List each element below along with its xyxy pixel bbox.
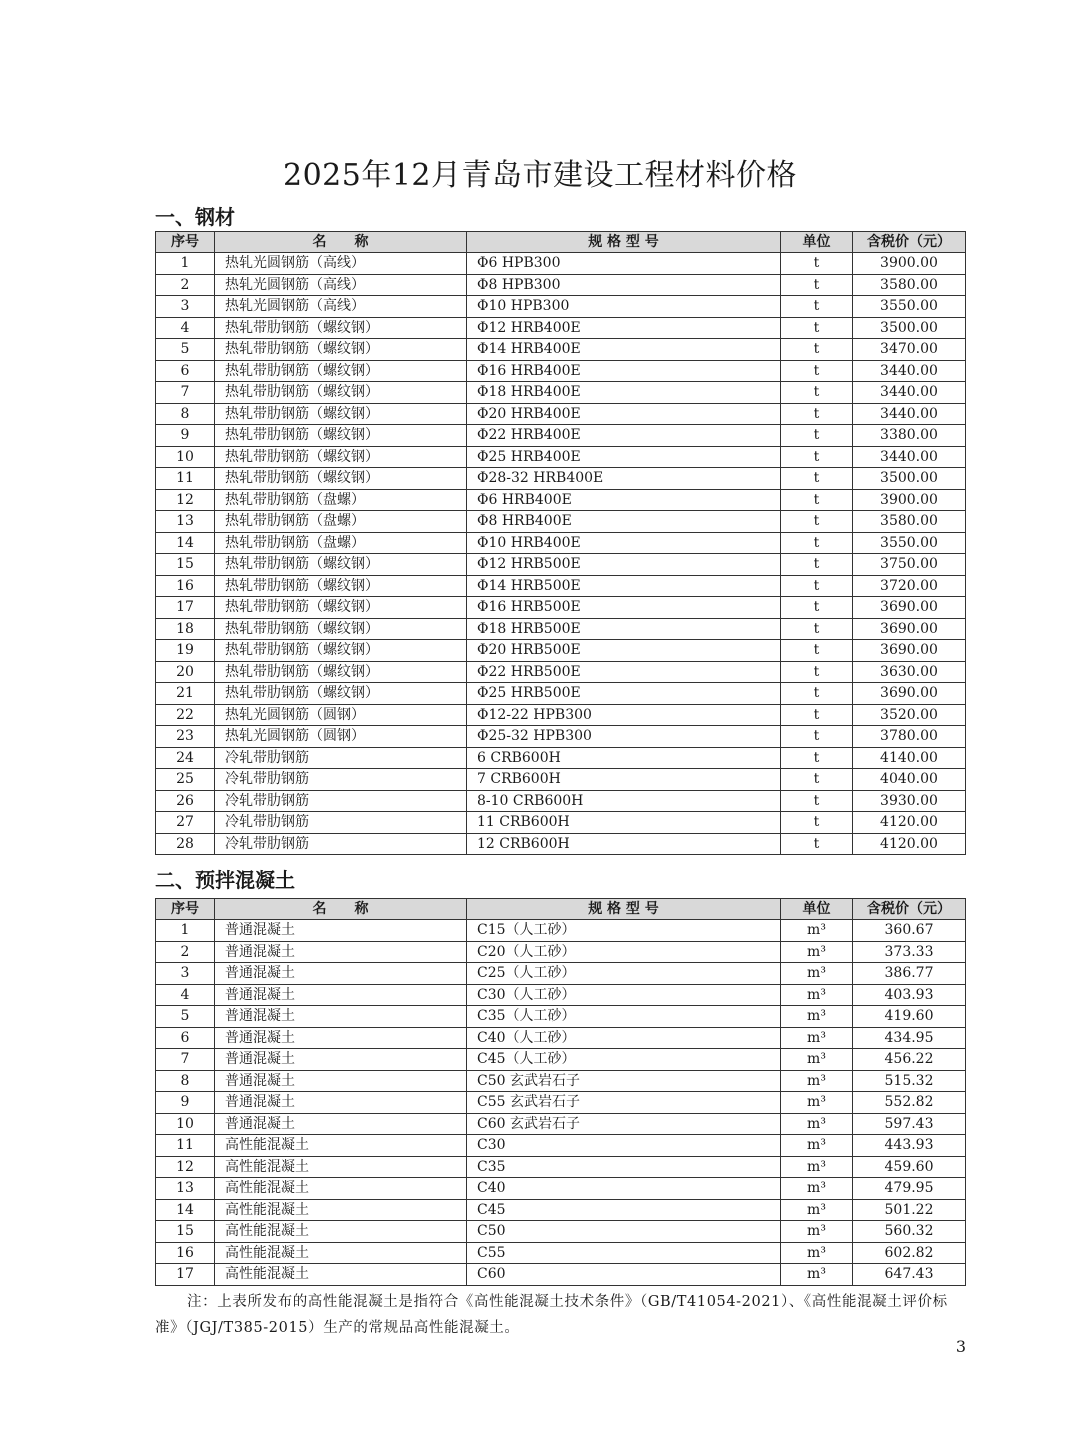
cell-name: 普通混凝土 xyxy=(215,1070,467,1092)
cell-spec: Φ18 HRB400E xyxy=(467,382,781,404)
cell-index: 1 xyxy=(156,920,215,942)
cell-price: 3440.00 xyxy=(853,446,966,468)
cell-unit: m³ xyxy=(781,1027,853,1049)
cell-name: 高性能混凝土 xyxy=(215,1221,467,1243)
cell-spec: C30 xyxy=(467,1135,781,1157)
cell-name: 热轧带肋钢筋（螺纹钢） xyxy=(215,339,467,361)
table-row xyxy=(156,747,966,769)
cell-unit: t xyxy=(781,812,853,834)
cell-index: 7 xyxy=(156,1049,215,1071)
cell-unit: m³ xyxy=(781,1156,853,1178)
cell-spec: Φ12 HRB400E xyxy=(467,317,781,339)
cell-spec: Φ12-22 HPB300 xyxy=(467,704,781,726)
cell-price: 3580.00 xyxy=(853,511,966,533)
cell-spec: C25（人工砂） xyxy=(467,963,781,985)
cell-unit: t xyxy=(781,554,853,576)
cell-index: 24 xyxy=(156,747,215,769)
cell-spec: Φ14 HRB500E xyxy=(467,575,781,597)
cell-unit: t xyxy=(781,575,853,597)
cell-unit: t xyxy=(781,661,853,683)
cell-name: 冷轧带肋钢筋 xyxy=(215,812,467,834)
table-row xyxy=(156,554,966,576)
cell-price: 3930.00 xyxy=(853,790,966,812)
cell-price: 3550.00 xyxy=(853,532,966,554)
cell-spec: Φ25-32 HPB300 xyxy=(467,726,781,748)
cell-price: 3690.00 xyxy=(853,597,966,619)
cell-spec: C40 xyxy=(467,1178,781,1200)
cell-name: 热轧带肋钢筋（螺纹钢） xyxy=(215,661,467,683)
cell-name: 热轧带肋钢筋（螺纹钢） xyxy=(215,618,467,640)
cell-price: 360.67 xyxy=(853,920,966,942)
table-row xyxy=(156,941,966,963)
table-row xyxy=(156,296,966,318)
cell-index: 2 xyxy=(156,274,215,296)
table-row xyxy=(156,661,966,683)
cell-unit: m³ xyxy=(781,1049,853,1071)
cell-index: 28 xyxy=(156,833,215,855)
cell-unit: t xyxy=(781,532,853,554)
cell-name: 冷轧带肋钢筋 xyxy=(215,790,467,812)
cell-name: 热轧带肋钢筋（螺纹钢） xyxy=(215,597,467,619)
cell-unit: m³ xyxy=(781,1264,853,1286)
steel-price-table xyxy=(155,231,966,855)
table-row xyxy=(156,1264,966,1286)
table-row xyxy=(156,618,966,640)
cell-price: 515.32 xyxy=(853,1070,966,1092)
cell-unit: t xyxy=(781,253,853,275)
cell-spec: C60 xyxy=(467,1264,781,1286)
cell-unit: m³ xyxy=(781,920,853,942)
cell-spec: Φ16 HRB400E xyxy=(467,360,781,382)
cell-index: 9 xyxy=(156,1092,215,1114)
cell-unit: t xyxy=(781,274,853,296)
table-row xyxy=(156,1006,966,1028)
cell-spec: C35 xyxy=(467,1156,781,1178)
table-row xyxy=(156,1221,966,1243)
cell-spec: C55 xyxy=(467,1242,781,1264)
concrete-price-table xyxy=(155,898,966,1286)
cell-spec: Φ20 HRB400E xyxy=(467,403,781,425)
cell-unit: m³ xyxy=(781,1006,853,1028)
table-row xyxy=(156,360,966,382)
cell-name: 普通混凝土 xyxy=(215,1113,467,1135)
cell-spec: Φ6 HRB400E xyxy=(467,489,781,511)
cell-price: 597.43 xyxy=(853,1113,966,1135)
cell-name: 高性能混凝土 xyxy=(215,1156,467,1178)
cell-index: 7 xyxy=(156,382,215,404)
cell-index: 8 xyxy=(156,1070,215,1092)
cell-name: 普通混凝土 xyxy=(215,963,467,985)
cell-spec: Φ20 HRB500E xyxy=(467,640,781,662)
cell-price: 3500.00 xyxy=(853,317,966,339)
cell-index: 26 xyxy=(156,790,215,812)
table-row xyxy=(156,1027,966,1049)
table-row xyxy=(156,274,966,296)
cell-name: 热轧带肋钢筋（螺纹钢） xyxy=(215,425,467,447)
cell-name: 热轧带肋钢筋（螺纹钢） xyxy=(215,317,467,339)
cell-spec: Φ25 HRB500E xyxy=(467,683,781,705)
cell-name: 热轧光圆钢筋（高线） xyxy=(215,253,467,275)
cell-unit: m³ xyxy=(781,1242,853,1264)
cell-spec: 12 CRB600H xyxy=(467,833,781,855)
cell-index: 19 xyxy=(156,640,215,662)
cell-unit: t xyxy=(781,425,853,447)
cell-name: 热轧带肋钢筋（盘螺） xyxy=(215,489,467,511)
cell-unit: t xyxy=(781,317,853,339)
cell-index: 20 xyxy=(156,661,215,683)
cell-unit: m³ xyxy=(781,1070,853,1092)
cell-index: 5 xyxy=(156,339,215,361)
cell-name: 热轧带肋钢筋（螺纹钢） xyxy=(215,575,467,597)
cell-name: 热轧光圆钢筋（圆钢） xyxy=(215,726,467,748)
cell-spec: Φ8 HPB300 xyxy=(467,274,781,296)
cell-unit: t xyxy=(781,511,853,533)
table-row xyxy=(156,1178,966,1200)
cell-index: 10 xyxy=(156,1113,215,1135)
cell-index: 6 xyxy=(156,360,215,382)
column-header-index: 序号 xyxy=(156,232,215,253)
cell-price: 647.43 xyxy=(853,1264,966,1286)
cell-unit: t xyxy=(781,769,853,791)
column-header-index: 序号 xyxy=(156,899,215,920)
cell-index: 8 xyxy=(156,403,215,425)
cell-unit: m³ xyxy=(781,1199,853,1221)
table-row xyxy=(156,1135,966,1157)
cell-price: 3500.00 xyxy=(853,468,966,490)
cell-name: 热轧光圆钢筋（圆钢） xyxy=(215,704,467,726)
cell-price: 3900.00 xyxy=(853,489,966,511)
table-row xyxy=(156,1156,966,1178)
cell-index: 1 xyxy=(156,253,215,275)
cell-name: 普通混凝土 xyxy=(215,1006,467,1028)
cell-index: 27 xyxy=(156,812,215,834)
cell-price: 3440.00 xyxy=(853,403,966,425)
cell-index: 14 xyxy=(156,532,215,554)
table-row xyxy=(156,1113,966,1135)
cell-spec: Φ25 HRB400E xyxy=(467,446,781,468)
cell-price: 4040.00 xyxy=(853,769,966,791)
cell-spec: Φ22 HRB400E xyxy=(467,425,781,447)
cell-spec: C30（人工砂） xyxy=(467,984,781,1006)
cell-name: 冷轧带肋钢筋 xyxy=(215,833,467,855)
cell-spec: C55 玄武岩石子 xyxy=(467,1092,781,1114)
table-row xyxy=(156,489,966,511)
table-row xyxy=(156,532,966,554)
cell-unit: m³ xyxy=(781,1178,853,1200)
cell-index: 12 xyxy=(156,489,215,511)
cell-name: 高性能混凝土 xyxy=(215,1199,467,1221)
cell-unit: t xyxy=(781,704,853,726)
page-title: 2025年12月青岛市建设工程材料价格 xyxy=(282,158,798,193)
table-row xyxy=(156,683,966,705)
cell-price: 403.93 xyxy=(853,984,966,1006)
cell-price: 4140.00 xyxy=(853,747,966,769)
cell-spec: Φ8 HRB400E xyxy=(467,511,781,533)
cell-spec: C45 xyxy=(467,1199,781,1221)
table-row xyxy=(156,1070,966,1092)
cell-spec: Φ10 HPB300 xyxy=(467,296,781,318)
cell-index: 12 xyxy=(156,1156,215,1178)
cell-name: 热轧光圆钢筋（高线） xyxy=(215,274,467,296)
cell-price: 3690.00 xyxy=(853,618,966,640)
cell-price: 434.95 xyxy=(853,1027,966,1049)
cell-unit: t xyxy=(781,726,853,748)
cell-name: 高性能混凝土 xyxy=(215,1242,467,1264)
column-header-name: 名 称 xyxy=(215,899,467,920)
cell-unit: m³ xyxy=(781,1135,853,1157)
cell-index: 21 xyxy=(156,683,215,705)
cell-price: 3520.00 xyxy=(853,704,966,726)
cell-unit: t xyxy=(781,339,853,361)
cell-name: 普通混凝土 xyxy=(215,1049,467,1071)
cell-price: 419.60 xyxy=(853,1006,966,1028)
table-row xyxy=(156,790,966,812)
cell-index: 5 xyxy=(156,1006,215,1028)
cell-index: 3 xyxy=(156,296,215,318)
cell-index: 23 xyxy=(156,726,215,748)
cell-unit: t xyxy=(781,296,853,318)
cell-unit: t xyxy=(781,468,853,490)
cell-index: 3 xyxy=(156,963,215,985)
cell-index: 18 xyxy=(156,618,215,640)
table-row xyxy=(156,1092,966,1114)
cell-price: 602.82 xyxy=(853,1242,966,1264)
table-row xyxy=(156,1199,966,1221)
column-header-unit: 单位 xyxy=(781,232,853,253)
cell-price: 3440.00 xyxy=(853,360,966,382)
cell-spec: C45（人工砂） xyxy=(467,1049,781,1071)
cell-name: 热轧带肋钢筋（螺纹钢） xyxy=(215,403,467,425)
cell-price: 3690.00 xyxy=(853,640,966,662)
cell-index: 15 xyxy=(156,1221,215,1243)
cell-name: 冷轧带肋钢筋 xyxy=(215,769,467,791)
cell-spec: 8-10 CRB600H xyxy=(467,790,781,812)
cell-name: 高性能混凝土 xyxy=(215,1178,467,1200)
cell-index: 14 xyxy=(156,1199,215,1221)
cell-spec: C50 玄武岩石子 xyxy=(467,1070,781,1092)
cell-unit: m³ xyxy=(781,1221,853,1243)
cell-index: 16 xyxy=(156,575,215,597)
cell-price: 386.77 xyxy=(853,963,966,985)
cell-name: 热轧带肋钢筋（盘螺） xyxy=(215,532,467,554)
column-header-spec: 规 格 型 号 xyxy=(467,899,781,920)
cell-price: 552.82 xyxy=(853,1092,966,1114)
cell-index: 13 xyxy=(156,1178,215,1200)
cell-index: 17 xyxy=(156,1264,215,1286)
cell-price: 3690.00 xyxy=(853,683,966,705)
cell-name: 普通混凝土 xyxy=(215,920,467,942)
cell-unit: t xyxy=(781,382,853,404)
cell-price: 459.60 xyxy=(853,1156,966,1178)
cell-name: 热轧带肋钢筋（螺纹钢） xyxy=(215,554,467,576)
cell-name: 高性能混凝土 xyxy=(215,1264,467,1286)
table-row xyxy=(156,704,966,726)
cell-name: 热轧带肋钢筋（螺纹钢） xyxy=(215,683,467,705)
table-row xyxy=(156,640,966,662)
cell-unit: m³ xyxy=(781,941,853,963)
cell-unit: m³ xyxy=(781,1092,853,1114)
cell-spec: C35（人工砂） xyxy=(467,1006,781,1028)
cell-price: 3380.00 xyxy=(853,425,966,447)
cell-unit: m³ xyxy=(781,963,853,985)
cell-unit: t xyxy=(781,833,853,855)
cell-unit: m³ xyxy=(781,984,853,1006)
cell-unit: t xyxy=(781,489,853,511)
cell-price: 456.22 xyxy=(853,1049,966,1071)
cell-spec: C60 玄武岩石子 xyxy=(467,1113,781,1135)
table-row xyxy=(156,920,966,942)
cell-spec: Φ16 HRB500E xyxy=(467,597,781,619)
cell-index: 6 xyxy=(156,1027,215,1049)
cell-unit: t xyxy=(781,683,853,705)
cell-unit: t xyxy=(781,446,853,468)
cell-name: 高性能混凝土 xyxy=(215,1135,467,1157)
cell-spec: Φ22 HRB500E xyxy=(467,661,781,683)
cell-unit: t xyxy=(781,747,853,769)
cell-unit: t xyxy=(781,618,853,640)
table-row xyxy=(156,1242,966,1264)
cell-index: 9 xyxy=(156,425,215,447)
cell-spec: 11 CRB600H xyxy=(467,812,781,834)
cell-name: 热轧带肋钢筋（螺纹钢） xyxy=(215,446,467,468)
cell-spec: Φ12 HRB500E xyxy=(467,554,781,576)
column-header-spec: 规 格 型 号 xyxy=(467,232,781,253)
cell-price: 373.33 xyxy=(853,941,966,963)
cell-spec: C50 xyxy=(467,1221,781,1243)
cell-price: 3750.00 xyxy=(853,554,966,576)
table-row xyxy=(156,446,966,468)
cell-price: 501.22 xyxy=(853,1199,966,1221)
column-header-unit: 单位 xyxy=(781,899,853,920)
cell-index: 13 xyxy=(156,511,215,533)
cell-name: 普通混凝土 xyxy=(215,1092,467,1114)
cell-index: 25 xyxy=(156,769,215,791)
cell-name: 普通混凝土 xyxy=(215,941,467,963)
section-heading-concrete: 二、预拌混凝土 xyxy=(155,868,295,892)
column-header-name: 名 称 xyxy=(215,232,467,253)
table-row xyxy=(156,575,966,597)
cell-unit: t xyxy=(781,640,853,662)
page-number: 3 xyxy=(955,1337,966,1356)
cell-index: 10 xyxy=(156,446,215,468)
cell-index: 16 xyxy=(156,1242,215,1264)
cell-price: 4120.00 xyxy=(853,812,966,834)
cell-unit: t xyxy=(781,790,853,812)
table-row xyxy=(156,1049,966,1071)
cell-spec: C15（人工砂） xyxy=(467,920,781,942)
table-row xyxy=(156,812,966,834)
table-row xyxy=(156,963,966,985)
cell-spec: C40（人工砂） xyxy=(467,1027,781,1049)
cell-name: 热轧带肋钢筋（盘螺） xyxy=(215,511,467,533)
table-header-row xyxy=(156,232,966,253)
section-heading-steel: 一、钢材 xyxy=(155,205,235,229)
table-row xyxy=(156,253,966,275)
cell-name: 热轧带肋钢筋（螺纹钢） xyxy=(215,382,467,404)
cell-spec: Φ6 HPB300 xyxy=(467,253,781,275)
cell-price: 443.93 xyxy=(853,1135,966,1157)
cell-index: 11 xyxy=(156,468,215,490)
cell-name: 热轧带肋钢筋（螺纹钢） xyxy=(215,360,467,382)
table-row xyxy=(156,769,966,791)
cell-unit: m³ xyxy=(781,1113,853,1135)
footnote: 注：上表所发布的高性能混凝土是指符合《高性能混凝土技术条件》（GB/T41054-2021）、《高性能混凝土评价标准》（JGJ/T385-2015）生产的常规品高性能混凝土。 xyxy=(155,1294,948,1336)
cell-spec: Φ18 HRB500E xyxy=(467,618,781,640)
table-row xyxy=(156,317,966,339)
cell-price: 4120.00 xyxy=(853,833,966,855)
cell-price: 3630.00 xyxy=(853,661,966,683)
cell-price: 3900.00 xyxy=(853,253,966,275)
cell-spec: Φ10 HRB400E xyxy=(467,532,781,554)
table-header-row xyxy=(156,899,966,920)
cell-price: 3580.00 xyxy=(853,274,966,296)
table-row xyxy=(156,382,966,404)
cell-price: 3720.00 xyxy=(853,575,966,597)
cell-price: 3550.00 xyxy=(853,296,966,318)
cell-index: 15 xyxy=(156,554,215,576)
table-row xyxy=(156,468,966,490)
column-header-price: 含税价（元） xyxy=(853,232,966,253)
cell-unit: t xyxy=(781,403,853,425)
table-row xyxy=(156,339,966,361)
table-row xyxy=(156,984,966,1006)
cell-spec: 7 CRB600H xyxy=(467,769,781,791)
cell-index: 22 xyxy=(156,704,215,726)
cell-index: 4 xyxy=(156,317,215,339)
table-row xyxy=(156,403,966,425)
cell-index: 17 xyxy=(156,597,215,619)
cell-index: 2 xyxy=(156,941,215,963)
table-row xyxy=(156,511,966,533)
table-row xyxy=(156,425,966,447)
cell-spec: Φ28-32 HRB400E xyxy=(467,468,781,490)
cell-name: 普通混凝土 xyxy=(215,1027,467,1049)
table-row xyxy=(156,726,966,748)
cell-name: 热轧带肋钢筋（螺纹钢） xyxy=(215,468,467,490)
cell-unit: t xyxy=(781,360,853,382)
cell-name: 热轧带肋钢筋（螺纹钢） xyxy=(215,640,467,662)
table-row xyxy=(156,597,966,619)
table-row xyxy=(156,833,966,855)
cell-price: 3780.00 xyxy=(853,726,966,748)
cell-index: 11 xyxy=(156,1135,215,1157)
cell-name: 冷轧带肋钢筋 xyxy=(215,747,467,769)
cell-price: 3470.00 xyxy=(853,339,966,361)
cell-name: 普通混凝土 xyxy=(215,984,467,1006)
cell-price: 3440.00 xyxy=(853,382,966,404)
cell-name: 热轧光圆钢筋（高线） xyxy=(215,296,467,318)
column-header-price: 含税价（元） xyxy=(853,899,966,920)
cell-spec: C20（人工砂） xyxy=(467,941,781,963)
cell-spec: Φ14 HRB400E xyxy=(467,339,781,361)
cell-spec: 6 CRB600H xyxy=(467,747,781,769)
cell-unit: t xyxy=(781,597,853,619)
cell-index: 4 xyxy=(156,984,215,1006)
cell-price: 560.32 xyxy=(853,1221,966,1243)
cell-price: 479.95 xyxy=(853,1178,966,1200)
